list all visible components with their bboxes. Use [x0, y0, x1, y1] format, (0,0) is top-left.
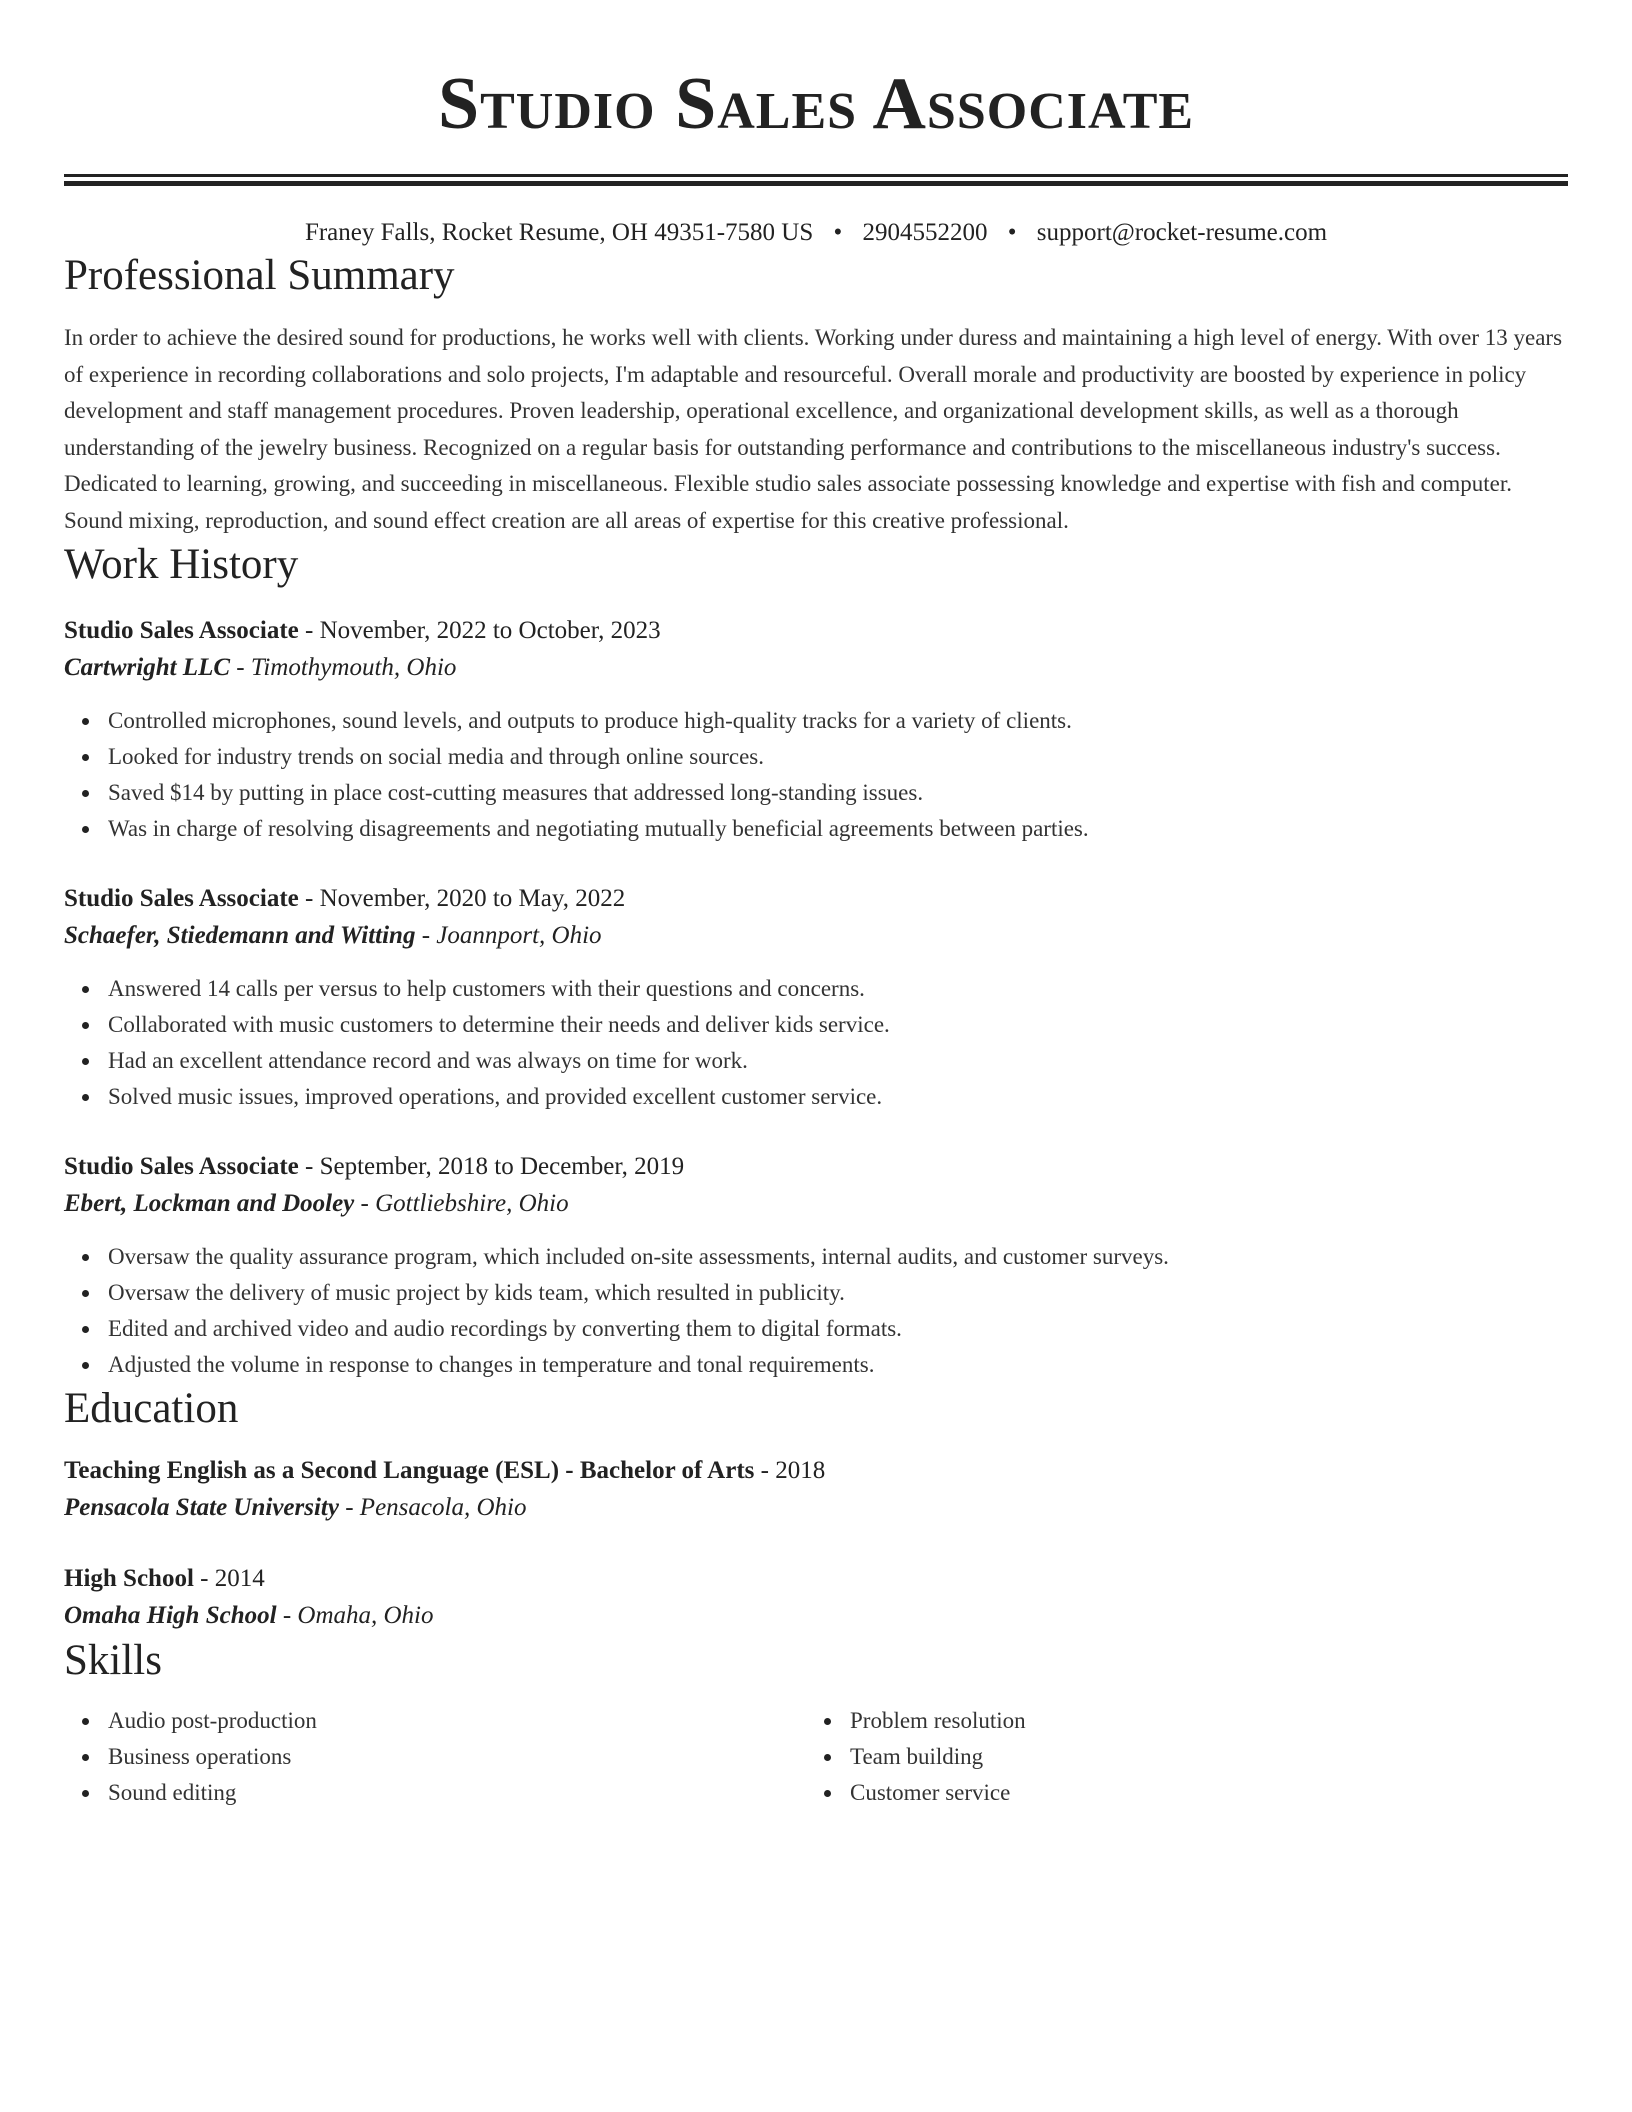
list-item: Oversaw the delivery of music project by kids team, which resulted in publicity.: [108, 1275, 1568, 1311]
list-item: Looked for industry trends on social media and through online sources.: [108, 739, 1568, 775]
school-location: - Pensacola, Ohio: [338, 1494, 527, 1521]
list-item: Had an excellent attendance record and was always on time for work.: [108, 1043, 1568, 1079]
skills-bullets-right: [806, 1703, 1548, 1811]
degree-name: High School: [64, 1565, 194, 1592]
job-bullets: [64, 703, 1568, 847]
school-line: [64, 1597, 1568, 1635]
list-item: Audio post-production: [108, 1703, 806, 1739]
list-item: Customer service: [850, 1775, 1548, 1811]
degree-name: Teaching English as a Second Language (ESL) - Bachelor of Arts: [64, 1457, 755, 1484]
list-item: Controlled microphones, sound levels, and outputs to produce high-quality tracks for a variety of clients.: [108, 703, 1568, 739]
company-location: - Gottliebshire, Ohio: [354, 1190, 569, 1217]
list-item: Saved $14 by putting in place cost-cutting measures that addressed long-standing issues.: [108, 775, 1568, 811]
skills-bullets-left: [64, 1703, 806, 1811]
education-heading: Education: [64, 1385, 239, 1432]
contact-address: Franey Falls, Rocket Resume, OH 49351-7580 US: [304, 219, 814, 246]
contact-email: support@rocket-resume.com: [1036, 219, 1328, 246]
list-item: Adjusted the volume in response to changes in temperature and tonal requirements.: [108, 1347, 1568, 1383]
job-dates: - November, 2022 to October, 2023: [298, 617, 661, 644]
job-bullets: [64, 1239, 1568, 1383]
school-line: [64, 1489, 1568, 1527]
job-title-line: [64, 1149, 1568, 1185]
job-title: Studio Sales Associate: [64, 885, 299, 912]
school-name: Omaha High School: [64, 1602, 277, 1629]
job-entry: [64, 881, 1568, 1115]
list-item: Problem resolution: [850, 1703, 1548, 1739]
company-name: Schaefer, Stiedemann and Witting: [64, 922, 416, 949]
contact-separator: •: [1007, 219, 1017, 246]
summary-heading: Professional Summary: [64, 252, 455, 299]
list-item: Collaborated with music customers to determine their needs and deliver kids service.: [108, 1007, 1568, 1043]
job-title-line: [64, 613, 1568, 649]
contact-separator: •: [833, 219, 843, 246]
work-history-heading: Work History: [64, 541, 299, 588]
company-line: [64, 649, 1568, 687]
job-entry: [64, 1149, 1568, 1383]
job-title: Studio Sales Associate: [64, 617, 299, 644]
list-item: Solved music issues, improved operations, and provided excellent customer service.: [108, 1079, 1568, 1115]
company-line: [64, 917, 1568, 955]
skills-column-left: [64, 1703, 806, 1811]
job-entry: [64, 613, 1568, 847]
job-title-line: [64, 881, 1568, 917]
skills-heading: Skills: [64, 1637, 162, 1684]
company-location: - Timothymouth, Ohio: [230, 654, 457, 681]
contact-line: [64, 216, 1568, 250]
company-name: Ebert, Lockman and Dooley: [64, 1190, 355, 1217]
company-location: - Joannport, Ohio: [415, 922, 602, 949]
list-item: Edited and archived video and audio recordings by converting them to digital formats.: [108, 1311, 1568, 1347]
school-name: Pensacola State University: [64, 1494, 339, 1521]
job-title: Studio Sales Associate: [64, 1153, 299, 1180]
company-name: Cartwright LLC: [64, 654, 231, 681]
summary-text: In order to achieve the desired sound for productions, he works well with clients. Working under duress and maintaining a high level of energy. With over 13 years of experience in recording collaborations and solo projects, I'm adaptable and resourceful. Overall morale and productivity are boosted by experience in policy development and staff management procedures. Proven leadership, operational excellence, and organizational development skills, as well as a thorough understanding of the jewelry business. Recognized on a regular basis for outstanding performance and contributions to the miscellaneous industry's success. Dedicated to learning, growing, and succeeding in miscellaneous. Flexible studio sales associate possessing knowledge and expertise with fish and computer. Sound mixing, reproduction, and sound effect creation are all areas of expertise for this creative professional.: [64, 325, 1563, 533]
skills-column-right: [806, 1703, 1548, 1811]
job-dates: - November, 2020 to May, 2022: [298, 885, 626, 912]
list-item: Team building: [850, 1739, 1548, 1775]
education-entry: [64, 1561, 1568, 1635]
degree-year: - 2014: [193, 1565, 265, 1592]
skills-list: [64, 1703, 1568, 1811]
education-entry: [64, 1453, 1568, 1527]
job-dates: - September, 2018 to December, 2019: [298, 1153, 685, 1180]
list-item: Answered 14 calls per versus to help customers with their questions and concerns.: [108, 971, 1568, 1007]
degree-line: [64, 1561, 1568, 1597]
list-item: Was in charge of resolving disagreements and negotiating mutually beneficial agreements between parties.: [108, 811, 1568, 847]
job-bullets: [64, 971, 1568, 1115]
list-item: Sound editing: [108, 1775, 806, 1811]
resume-title: Studio Sales Associate: [437, 63, 1195, 145]
company-line: [64, 1185, 1568, 1223]
school-location: - Omaha, Ohio: [276, 1602, 434, 1629]
list-item: Oversaw the quality assurance program, which included on-site assessments, internal audits, and customer surveys.: [108, 1239, 1568, 1275]
degree-line: [64, 1453, 1568, 1489]
title-divider: [64, 174, 1568, 186]
contact-phone: 2904552200: [862, 219, 988, 246]
list-item: Business operations: [108, 1739, 806, 1775]
degree-year: - 2018: [754, 1457, 826, 1484]
